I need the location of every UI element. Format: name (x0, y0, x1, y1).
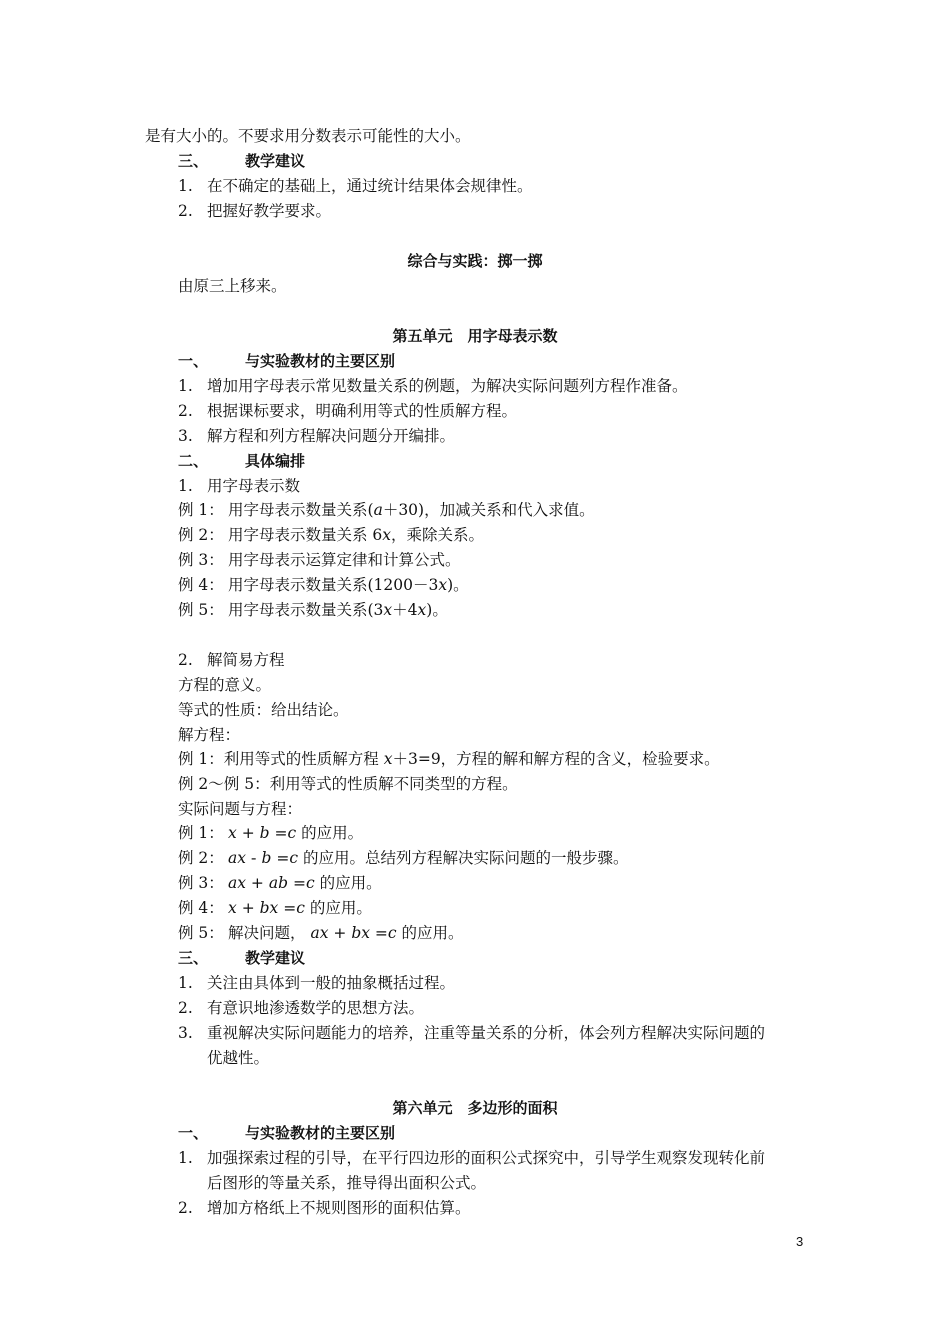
example-text: ＋4 (392, 601, 418, 619)
item-number: 1. (178, 377, 193, 395)
heading-label: 具体编排 (245, 452, 306, 470)
subheading (178, 476, 300, 496)
item-text: 加强探索过程的引导，在平行四边形的面积公式探究中，引导学生观察发现转化前 (207, 1149, 766, 1167)
item-number: 1. (178, 177, 193, 195)
item-text: 在不确定的基础上，通过统计结果体会规律性。 (207, 177, 533, 195)
heading-number: 一、 (178, 352, 209, 370)
variable: a (373, 501, 383, 519)
item-text: 根据课标要求，明确利用等式的性质解方程。 (207, 402, 518, 420)
heading-label: 教学建议 (245, 949, 306, 967)
example-text: 的应用。 (301, 824, 364, 842)
variable: x (383, 750, 393, 768)
example-text: ，乘除关系。 (391, 526, 485, 544)
heading-label: 与实验教材的主要区别 (245, 1124, 396, 1142)
example-text: ＋30) (382, 501, 425, 519)
example-text: 用字母表示数量关系( (228, 501, 374, 519)
heading-teaching-suggestions (178, 151, 305, 171)
example-text: 用字母表示数量关系 6 (228, 526, 383, 544)
example-text: 的应用。总结列方程解决实际问题的一般步骤。 (302, 849, 629, 867)
heading-number: 一、 (178, 1124, 209, 1142)
example-label: 例 4： (178, 899, 224, 917)
example-line (178, 600, 448, 620)
example-text: ) (447, 576, 454, 594)
example-label: 例 1： (178, 824, 224, 842)
list-item (178, 1198, 471, 1218)
paragraph: 例 2～例 5：利用等式的性质解不同类型的方程。 (178, 775, 518, 793)
item-number: 2. (178, 402, 193, 420)
example-label: 例 3： (178, 551, 224, 569)
list-item-continuation: 优越性。 (207, 1049, 270, 1067)
list-item (178, 998, 424, 1018)
list-item (178, 376, 688, 396)
heading-teaching-suggestions (178, 948, 305, 968)
example-line (178, 575, 469, 595)
variable: x (382, 526, 392, 544)
example-label: 例 4： (178, 576, 224, 594)
heading-number: 二、 (178, 452, 209, 470)
unit-title: 第五单元 用字母表示数 (392, 327, 558, 345)
example-line (178, 550, 461, 570)
item-text: 增加方格纸上不规则图形的面积估算。 (207, 1199, 471, 1217)
formula: x + bx =c (228, 899, 305, 917)
example-text: 。 (453, 576, 469, 594)
paragraph: 实际问题与方程： (178, 800, 303, 818)
paragraph-continuation: 是有大小的。不要求用分数表示可能性的大小。 (145, 127, 471, 145)
example-text: ，加减关系和代入求值。 (424, 501, 595, 519)
heading-number: 三、 (178, 949, 209, 967)
list-item (178, 401, 517, 421)
item-text: 增加用字母表示常见数量关系的例题，为解决实际问题列方程作准备。 (207, 377, 688, 395)
paragraph: 等式的性质：给出结论。 (178, 701, 349, 719)
heading-arrangement (178, 451, 305, 471)
item-text: 把握好教学要求。 (207, 202, 332, 220)
example-line (178, 873, 382, 893)
item-number: 1. (178, 974, 193, 992)
item-text: 解方程和列方程解决问题分开编排。 (207, 427, 456, 445)
heading-differences (178, 1123, 395, 1143)
page-number: 3 (796, 1234, 804, 1249)
formula: ax - b =c (228, 849, 299, 867)
variable: x (383, 601, 393, 619)
item-number: 2. (178, 1199, 193, 1217)
variable: x (417, 601, 427, 619)
variable: x (438, 576, 448, 594)
example-text: ＋3=9，方程的解和解方程的含义，检验要求。 (392, 750, 720, 768)
heading-label: 教学建议 (245, 152, 306, 170)
example-label: 例 5： (178, 924, 224, 942)
formula: ax + ab =c (228, 874, 315, 892)
example-text: 的应用。 (401, 924, 464, 942)
list-item (178, 201, 331, 221)
subheading (178, 650, 285, 670)
example-text: 解决问题， (228, 924, 306, 942)
formula: ax + bx =c (310, 924, 397, 942)
example-text: 用字母表示运算定律和计算公式。 (228, 551, 461, 569)
item-number: 2. (178, 202, 193, 220)
example-label: 例 2： (178, 526, 224, 544)
example-label: 例 5： (178, 601, 224, 619)
paragraph: 解方程： (178, 726, 241, 744)
item-number: 3. (178, 1024, 193, 1042)
item-number: 2. (178, 999, 193, 1017)
example-line (178, 848, 628, 868)
example-label: 例 1： (178, 501, 224, 519)
example-text: 的应用。 (309, 899, 372, 917)
paragraph: 由原三上移来。 (178, 277, 287, 295)
item-text: 有意识地渗透数学的思想方法。 (207, 999, 425, 1017)
list-item (178, 973, 455, 993)
heading-label: 与实验教材的主要区别 (245, 352, 396, 370)
example-label: 例 3： (178, 874, 224, 892)
formula: x + b =c (228, 824, 297, 842)
item-number: 1. (178, 1149, 193, 1167)
example-line (178, 823, 363, 843)
heading-number: 三、 (178, 152, 209, 170)
item-number: 2. (178, 651, 193, 669)
heading-differences (178, 351, 395, 371)
paragraph: 方程的意义。 (178, 676, 272, 694)
item-number: 3. (178, 427, 193, 445)
list-item (178, 426, 455, 446)
example-line (178, 749, 720, 769)
example-text: 例 1：利用等式的性质解方程 (178, 750, 384, 768)
example-line (178, 500, 595, 520)
example-line (178, 525, 484, 545)
list-item (178, 1023, 765, 1043)
example-text: 用字母表示数量关系(1200－3 (228, 576, 439, 594)
example-text: )。 (426, 601, 448, 619)
list-item (178, 1148, 765, 1168)
item-text: 解简易方程 (207, 651, 285, 669)
list-item-continuation: 后图形的等量关系，推导得出面积公式。 (207, 1174, 487, 1192)
list-item (178, 176, 533, 196)
item-text: 重视解决实际问题能力的培养，注重等量关系的分析，体会列方程解决实际问题的 (207, 1024, 766, 1042)
example-line (178, 898, 372, 918)
item-text: 用字母表示数 (207, 477, 301, 495)
item-text: 关注由具体到一般的抽象概括过程。 (207, 974, 456, 992)
unit-title: 第六单元 多边形的面积 (392, 1099, 558, 1117)
item-number: 1. (178, 477, 193, 495)
example-line (178, 923, 464, 943)
example-text: 的应用。 (319, 874, 382, 892)
section-title: 综合与实践：掷一掷 (407, 252, 543, 270)
example-label: 例 2： (178, 849, 224, 867)
example-text: 用字母表示数量关系(3 (228, 601, 384, 619)
